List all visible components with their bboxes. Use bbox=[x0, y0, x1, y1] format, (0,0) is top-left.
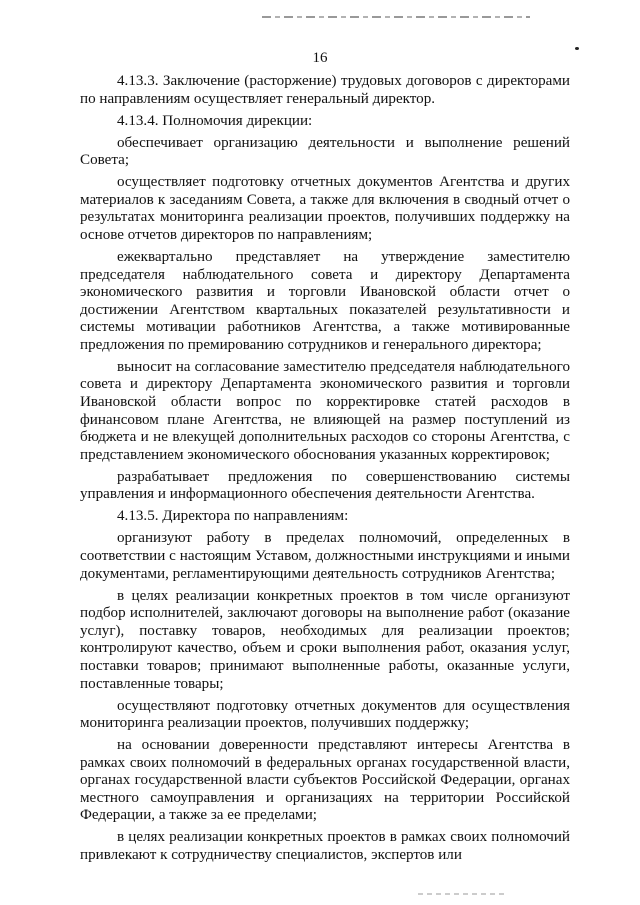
paragraph-4-13-5-heading: 4.13.5. Директора по направлениям: bbox=[117, 508, 349, 525]
list-item: в целях реализации конкретных проектов в том числе организуют подбор исполнителей, заключают договоры на выполнение работ (оказание услуг), поставку товаров, необходимых для реализации проектов; контролируют качество, объем и сроки выполнения работ, оказания услуг, поставки товаров; принимают выполненные работы, оказанные услуги, поставленные товары; bbox=[80, 587, 570, 692]
list-item: в целях реализации конкретных проектов в рамках своих полномочий привлекают к сотрудничеству специалистов, экспертов или bbox=[80, 829, 570, 864]
paragraph-4-13-4-heading: 4.13.4. Полномочия дирекции: bbox=[117, 112, 313, 129]
paragraph-4-13-3: 4.13.3. Заключение (расторжение) трудовых договоров с директорами по направлениям осуществляет генеральный директор. bbox=[80, 73, 570, 107]
document-body bbox=[80, 73, 570, 869]
list-item: выносит на согласование заместителю председателя наблюдательного совета и директору Департамента экономического развития и торговли Ивановской области вопрос по корректировке статей расходов в финансовом плане Агентства, не влияющей на размер поступлений из бюджета и не влекущей дополнительных расходов со стороны Агентства, с представлением экономического обоснования указанных корректировок; bbox=[80, 358, 570, 463]
list-item: обеспечивает организацию деятельности и выполнение решений Совета; bbox=[80, 134, 570, 169]
scan-artifact-top bbox=[262, 16, 530, 18]
list-item: разрабатывает предложения по совершенствованию системы управления и информационного обеспечения деятельности Агентства. bbox=[80, 468, 570, 503]
list-item: ежеквартально представляет на утверждение заместителю председателя наблюдательного совета и директору Департамента экономического развития и торговли Ивановской области отчет о достижении Агентством квартальных показателей результативности и системы мотивации работников Агентства, а также мотивированные предложения по премированию сотрудников и генерального директора; bbox=[80, 248, 570, 353]
list-item: осуществляет подготовку отчетных документов Агентства и других материалов к заседаниям Совета, а также для включения в сводный отчет о результатах мониторинга реализации проектов, получивших поддержку на основе отчетов директоров по направлениям; bbox=[80, 174, 570, 243]
list-item: на основании доверенности представляют интересы Агентства в рамках своих полномочий в федеральных органах государственной власти, органах государственной власти субъектов Российской Федерации, органах местного самоуправления и организациях на территории Российской Федерации, а также за ее пределами; bbox=[80, 737, 570, 824]
list-item: организуют работу в пределах полномочий, определенных в соответствии с настоящим Уставом, должностными инструкциями и иными документами, регламентирующими деятельность сотрудников Агентства; bbox=[80, 530, 570, 582]
page-number: 16 bbox=[312, 50, 328, 66]
scan-artifact-bottom bbox=[418, 893, 508, 895]
list-item: осуществляют подготовку отчетных документов для осуществления мониторинга реализации проектов, получивших поддержку; bbox=[80, 697, 570, 732]
